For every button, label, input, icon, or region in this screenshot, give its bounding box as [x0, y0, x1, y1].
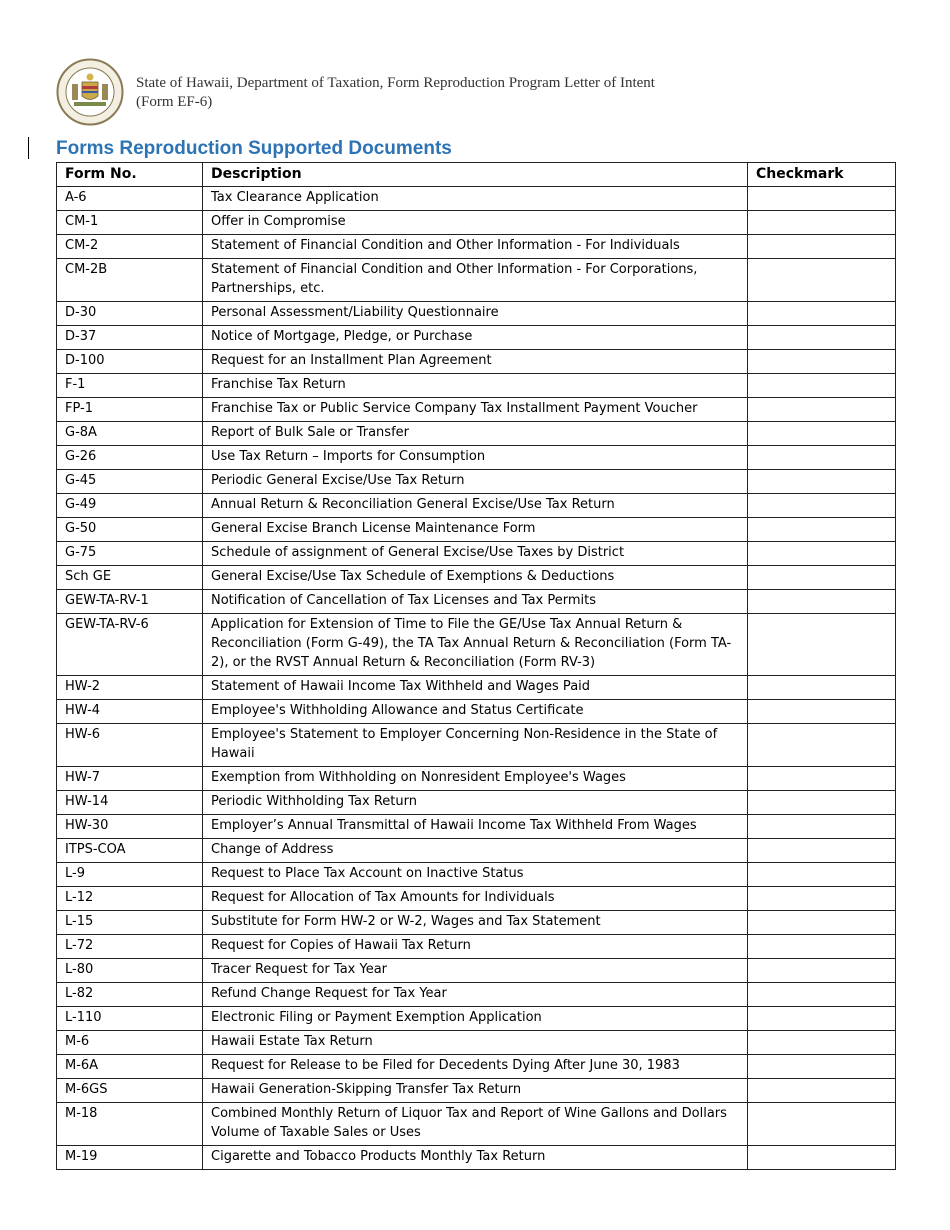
form-number-cell: M-18 — [57, 1103, 203, 1146]
checkmark-cell[interactable] — [748, 700, 896, 724]
checkmark-cell[interactable] — [748, 259, 896, 302]
table-row — [57, 1031, 896, 1055]
form-number-cell: CM-2 — [57, 235, 203, 259]
forms-table — [56, 162, 896, 1170]
description-cell: Franchise Tax or Public Service Company Tax Installment Payment Voucher — [203, 398, 748, 422]
form-number-cell: D-37 — [57, 326, 203, 350]
checkmark-cell[interactable] — [748, 350, 896, 374]
checkmark-cell[interactable] — [748, 767, 896, 791]
description-cell: Periodic General Excise/Use Tax Return — [203, 470, 748, 494]
table-row — [57, 235, 896, 259]
form-number-cell: ITPS-COA — [57, 839, 203, 863]
checkmark-cell[interactable] — [748, 676, 896, 700]
table-row — [57, 815, 896, 839]
form-number-cell: FP-1 — [57, 398, 203, 422]
description-cell: Electronic Filing or Payment Exemption Application — [203, 1007, 748, 1031]
checkmark-cell[interactable] — [748, 1146, 896, 1170]
form-number-cell: HW-6 — [57, 724, 203, 767]
checkmark-cell[interactable] — [748, 494, 896, 518]
form-number-cell: L-110 — [57, 1007, 203, 1031]
form-number-cell: CM-1 — [57, 211, 203, 235]
table-row — [57, 590, 896, 614]
table-row — [57, 1079, 896, 1103]
table-row — [57, 1055, 896, 1079]
table-row — [57, 470, 896, 494]
form-number-cell: HW-2 — [57, 676, 203, 700]
form-number-cell: M-6 — [57, 1031, 203, 1055]
table-row — [57, 1007, 896, 1031]
table-row — [57, 494, 896, 518]
checkmark-cell[interactable] — [748, 446, 896, 470]
table-row — [57, 676, 896, 700]
form-number-cell: L-12 — [57, 887, 203, 911]
checkmark-cell[interactable] — [748, 1079, 896, 1103]
table-row — [57, 350, 896, 374]
checkmark-cell[interactable] — [748, 863, 896, 887]
form-number-cell: D-100 — [57, 350, 203, 374]
checkmark-cell[interactable] — [748, 935, 896, 959]
table-row — [57, 374, 896, 398]
checkmark-cell[interactable] — [748, 211, 896, 235]
table-row — [57, 767, 896, 791]
checkmark-cell[interactable] — [748, 614, 896, 676]
description-cell: Hawaii Estate Tax Return — [203, 1031, 748, 1055]
table-row — [57, 422, 896, 446]
description-cell: Refund Change Request for Tax Year — [203, 983, 748, 1007]
column-header-form-no: Form No. — [57, 163, 203, 187]
description-cell: Report of Bulk Sale or Transfer — [203, 422, 748, 446]
form-number-cell: G-75 — [57, 542, 203, 566]
form-number-cell: M-6GS — [57, 1079, 203, 1103]
description-cell: Request for Copies of Hawaii Tax Return — [203, 935, 748, 959]
form-number-cell: L-15 — [57, 911, 203, 935]
checkmark-cell[interactable] — [748, 590, 896, 614]
table-row — [57, 839, 896, 863]
checkmark-cell[interactable] — [748, 839, 896, 863]
checkmark-cell[interactable] — [748, 1031, 896, 1055]
checkmark-cell[interactable] — [748, 235, 896, 259]
checkmark-cell[interactable] — [748, 1103, 896, 1146]
description-cell: Cigarette and Tobacco Products Monthly Tax Return — [203, 1146, 748, 1170]
checkmark-cell[interactable] — [748, 724, 896, 767]
description-cell: Combined Monthly Return of Liquor Tax and Report of Wine Gallons and Dollars Volume of Taxable Sales or Uses — [203, 1103, 748, 1146]
table-row — [57, 887, 896, 911]
table-row — [57, 614, 896, 676]
description-cell: Request for Release to be Filed for Decedents Dying After June 30, 1983 — [203, 1055, 748, 1079]
form-number-cell: L-80 — [57, 959, 203, 983]
form-number-cell: L-82 — [57, 983, 203, 1007]
description-cell: General Excise Branch License Maintenance Form — [203, 518, 748, 542]
form-number-cell: D-30 — [57, 302, 203, 326]
form-number-cell: Sch GE — [57, 566, 203, 590]
description-cell: Employee's Statement to Employer Concerning Non-Residence in the State of Hawaii — [203, 724, 748, 767]
checkmark-cell[interactable] — [748, 887, 896, 911]
description-cell: General Excise/Use Tax Schedule of Exemptions & Deductions — [203, 566, 748, 590]
table-row — [57, 724, 896, 767]
table-header-row — [57, 163, 896, 187]
description-cell: Statement of Financial Condition and Other Information - For Corporations, Partnerships, etc. — [203, 259, 748, 302]
table-row — [57, 446, 896, 470]
form-number-cell: G-8A — [57, 422, 203, 446]
description-cell: Request to Place Tax Account on Inactive Status — [203, 863, 748, 887]
checkmark-cell[interactable] — [748, 983, 896, 1007]
section-title: Forms Reproduction Supported Documents — [56, 138, 452, 159]
checkmark-cell[interactable] — [748, 815, 896, 839]
description-cell: Change of Address — [203, 839, 748, 863]
description-cell: Offer in Compromise — [203, 211, 748, 235]
table-row — [57, 398, 896, 422]
description-cell: Employee's Withholding Allowance and Status Certificate — [203, 700, 748, 724]
header-subtitle: (Form EF-6) — [136, 94, 213, 110]
table-row — [57, 566, 896, 590]
description-cell: Franchise Tax Return — [203, 374, 748, 398]
form-number-cell: G-50 — [57, 518, 203, 542]
form-number-cell: HW-4 — [57, 700, 203, 724]
checkmark-cell[interactable] — [748, 1007, 896, 1031]
form-number-cell: L-9 — [57, 863, 203, 887]
form-number-cell: A-6 — [57, 187, 203, 211]
table-row — [57, 959, 896, 983]
form-number-cell: M-6A — [57, 1055, 203, 1079]
table-row — [57, 1103, 896, 1146]
description-cell: Periodic Withholding Tax Return — [203, 791, 748, 815]
description-cell: Notice of Mortgage, Pledge, or Purchase — [203, 326, 748, 350]
table-row — [57, 791, 896, 815]
description-cell: Substitute for Form HW-2 or W-2, Wages and Tax Statement — [203, 911, 748, 935]
checkmark-cell[interactable] — [748, 374, 896, 398]
form-number-cell: GEW-TA-RV-6 — [57, 614, 203, 676]
form-number-cell: G-45 — [57, 470, 203, 494]
description-cell: Statement of Hawaii Income Tax Withheld and Wages Paid — [203, 676, 748, 700]
form-number-cell: HW-14 — [57, 791, 203, 815]
form-number-cell: HW-7 — [57, 767, 203, 791]
checkmark-cell[interactable] — [748, 302, 896, 326]
form-number-cell: G-49 — [57, 494, 203, 518]
table-row — [57, 911, 896, 935]
description-cell: Request for an Installment Plan Agreement — [203, 350, 748, 374]
header-title: State of Hawaii, Department of Taxation, Form Reproduction Program Letter of Intent — [136, 75, 655, 91]
table-row — [57, 1146, 896, 1170]
description-cell: Use Tax Return – Imports for Consumption — [203, 446, 748, 470]
checkmark-cell[interactable] — [748, 422, 896, 446]
form-number-cell: GEW-TA-RV-1 — [57, 590, 203, 614]
form-number-cell: CM-2B — [57, 259, 203, 302]
checkmark-cell[interactable] — [748, 398, 896, 422]
table-row — [57, 935, 896, 959]
description-cell: Personal Assessment/Liability Questionnaire — [203, 302, 748, 326]
table-row — [57, 983, 896, 1007]
checkmark-cell[interactable] — [748, 542, 896, 566]
form-number-cell: G-26 — [57, 446, 203, 470]
table-row — [57, 700, 896, 724]
checkmark-cell[interactable] — [748, 566, 896, 590]
text-cursor — [28, 137, 29, 159]
description-cell: Request for Allocation of Tax Amounts for Individuals — [203, 887, 748, 911]
table-row — [57, 211, 896, 235]
column-header-description: Description — [203, 163, 748, 187]
checkmark-cell[interactable] — [748, 326, 896, 350]
table-row — [57, 326, 896, 350]
checkmark-cell[interactable] — [748, 518, 896, 542]
table-row — [57, 187, 896, 211]
checkmark-cell[interactable] — [748, 791, 896, 815]
document-header — [56, 58, 756, 128]
table-row — [57, 863, 896, 887]
checkmark-cell[interactable] — [748, 911, 896, 935]
description-cell: Notification of Cancellation of Tax Licenses and Tax Permits — [203, 590, 748, 614]
description-cell: Statement of Financial Condition and Other Information - For Individuals — [203, 235, 748, 259]
description-cell: Tracer Request for Tax Year — [203, 959, 748, 983]
description-cell: Hawaii Generation-Skipping Transfer Tax Return — [203, 1079, 748, 1103]
description-cell: Annual Return & Reconciliation General Excise/Use Tax Return — [203, 494, 748, 518]
description-cell: Exemption from Withholding on Nonresident Employee's Wages — [203, 767, 748, 791]
form-number-cell: F-1 — [57, 374, 203, 398]
checkmark-cell[interactable] — [748, 959, 896, 983]
form-number-cell: L-72 — [57, 935, 203, 959]
description-cell: Tax Clearance Application — [203, 187, 748, 211]
description-cell: Application for Extension of Time to File the GE/Use Tax Annual Return & Reconciliation (Form G-49), the TA Tax Annual Return & Reconciliation (Form TA-2), or the RVST Annual Return & Reconciliation (Form RV-3) — [203, 614, 748, 676]
form-number-cell: HW-30 — [57, 815, 203, 839]
table-row — [57, 259, 896, 302]
form-number-cell: M-19 — [57, 1146, 203, 1170]
description-cell: Schedule of assignment of General Excise/Use Taxes by District — [203, 542, 748, 566]
state-seal-icon — [56, 58, 124, 126]
description-cell: Employer’s Annual Transmittal of Hawaii Income Tax Withheld From Wages — [203, 815, 748, 839]
checkmark-cell[interactable] — [748, 470, 896, 494]
table-row — [57, 518, 896, 542]
checkmark-cell[interactable] — [748, 187, 896, 211]
table-row — [57, 302, 896, 326]
checkmark-cell[interactable] — [748, 1055, 896, 1079]
table-row — [57, 542, 896, 566]
column-header-checkmark: Checkmark — [748, 163, 896, 187]
